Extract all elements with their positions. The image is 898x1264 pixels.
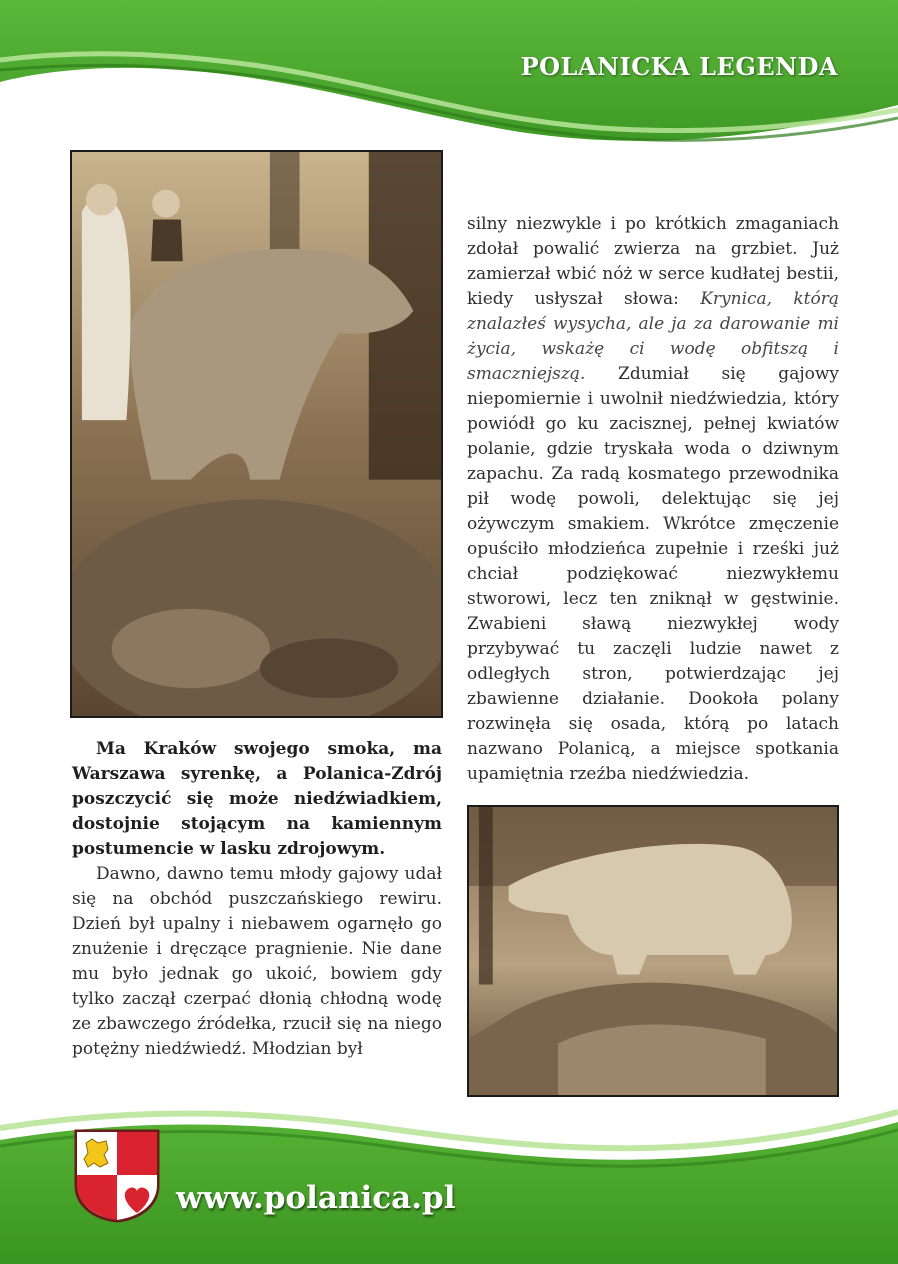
article-column-right	[467, 212, 839, 787]
bear-statue-photo-children	[70, 150, 443, 718]
website-url: www.polanica.pl	[176, 1180, 456, 1216]
article-intro: Ma Kraków swojego smoka, ma Warszawa syrenkę, a Polanica-Zdrój poszczycić się może niedźwiadkiem, dostojnie stojącym na kamiennym postumencie w lasku zdrojowym.	[72, 739, 442, 859]
article-text-part-a: silny niezwykle i po krótkich zmaganiach zdołał powalić zwierza na grzbiet. Już zamierzał wbić nóż w serce kudłatej bestii, kiedy usłyszał słowa:	[467, 214, 839, 309]
article-paragraph-1: Dawno, dawno temu młody gajowy udał się na obchód puszczańskiego rewiru. Dzień był upalny i niebawem ogarnęło go znużenie i dręczące pragnienie. Nie dane mu było jednak go ukoić, bowiem gdy tylko zaczął czerpać dłonią chłodną wodę ze zbawczego źródełka, rzucił się na niego potężny niedźwiedź. Młodzian był	[72, 864, 442, 1059]
article-paragraph-continued	[467, 212, 839, 787]
section-title: POLANICKA LEGENDA	[520, 52, 838, 81]
bear-statue-photo-rocks	[467, 805, 839, 1097]
bear-quote: Krynica, którą znalazłeś wysycha, ale ja za darowanie mi życia, wskażę ci wodę obfitszą i smaczniejszą.	[467, 289, 839, 384]
article-column-left	[72, 737, 442, 1062]
polanica-crest-logo	[72, 1127, 162, 1223]
article-text-part-b: Zdumiał się gajowy niepomiernie i uwolnił niedźwiedzia, który powiódł go ku zacisznej, pełnej kwiatów polanie, gdzie tryskała woda o dziwnym zapachu. Za radą kosmatego przewodnika pił wodę powoli, delektując się jej ożywczym smakiem. Wkrótce zmęczenie opuściło młodzieńca zupełnie i rześki już chciał podziękować niezwykłemu stworowi, lecz ten zniknął w gęstwinie. Zwabieni sławą niezwykłej wody przybywać tu zaczęli ludzie nawet z odległych stron, potwierdzając jej zbawienne działanie. Dookoła polany rozwinęła się osada, którą po latach nazwano Polanicą, a miejsce spotkania upamiętnia rzeźba niedźwiedzia.	[467, 364, 839, 784]
